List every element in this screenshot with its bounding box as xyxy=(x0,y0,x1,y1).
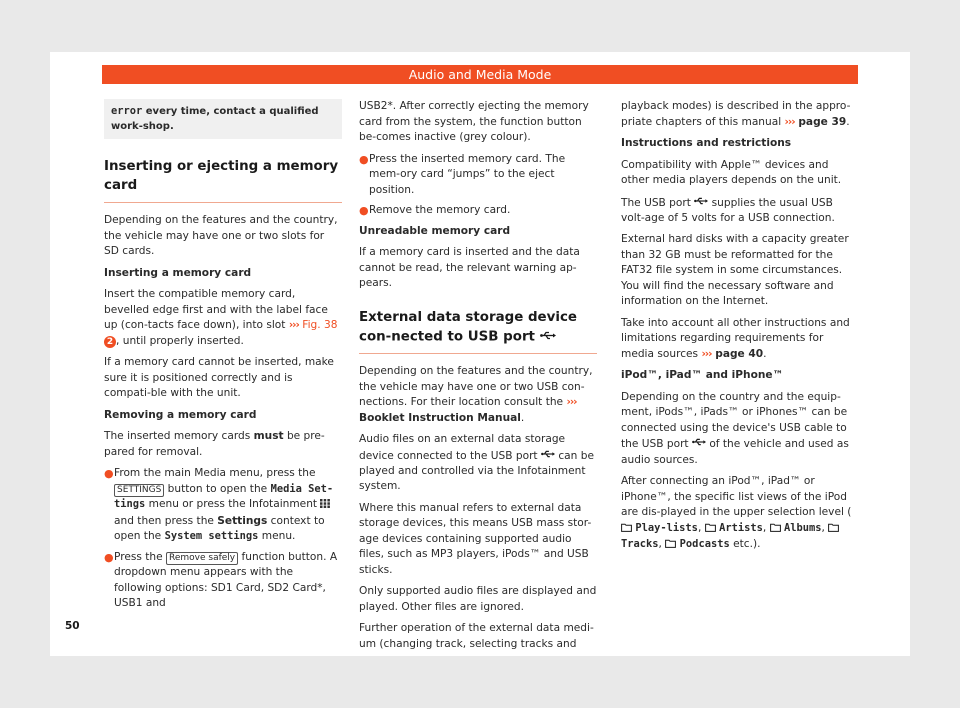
instr-text: supplies the usual USB volt-age of 5 volts for a USB connection. xyxy=(621,196,835,224)
section-title-text: External data storage device con-nected to USB port xyxy=(359,309,577,344)
continued-paragraph xyxy=(621,99,859,130)
chevron-ref-icon: ››› xyxy=(288,319,299,331)
bullet-dot-icon: ● xyxy=(104,550,114,564)
bullet-text: function button. A dropdown menu appears with the following options: SD1 Card, SD2 Card*, USB1 and xyxy=(114,550,338,609)
usb-paragraph-4: Only supported audio files are displayed and played. Other files are ignored. xyxy=(359,585,597,613)
instr-paragraph-2 xyxy=(621,195,859,227)
chevron-ref-icon: ››› xyxy=(566,396,577,408)
remove-safely-button-label: Remove safely xyxy=(166,552,238,565)
column-1 xyxy=(104,99,342,617)
bullet-press-card xyxy=(359,152,597,199)
bullet-text: button to open the xyxy=(164,482,271,495)
bullet-text: Press the xyxy=(114,550,167,563)
system-settings-menu: System settings xyxy=(164,530,259,542)
insert-paragraph xyxy=(104,287,342,349)
continued-paragraph: USB2*. After correctly ejecting the memory card from the system, the function button be-comes inactive (grey colour). xyxy=(359,100,589,143)
unreadable-heading: Unreadable memory card xyxy=(359,224,511,237)
folder-albums: Albums xyxy=(783,521,822,534)
ipod-text: Depending on the country and the equip-ment, iPods™, iPads™ or iPhones™ can be connected using the device's USB cable to the USB port xyxy=(621,390,848,450)
instructions-heading: Instructions and restrictions xyxy=(621,137,792,149)
usb-paragraph-5: Further operation of the external data medi-um (changing track, selecting tracks and xyxy=(359,622,594,650)
instr-paragraph-4 xyxy=(621,316,859,363)
instr-paragraph-1: Compatibility with Apple™ devices and other media players depends on the unit. xyxy=(621,158,842,186)
insert-text-end: , until properly inserted. xyxy=(116,334,244,347)
remove-heading: Removing a memory card xyxy=(104,408,257,421)
bullet-text: context to open the xyxy=(114,514,325,542)
usb-icon xyxy=(692,436,706,452)
folder-tracks: Tracks xyxy=(621,538,659,550)
folder-icon xyxy=(705,522,716,538)
folder-icon xyxy=(621,522,632,538)
folder-podcasts: Podcasts xyxy=(679,538,730,550)
folder-artists: Artists xyxy=(719,521,763,534)
ipod-paragraph-1 xyxy=(621,390,859,468)
instr-text: Take into account all other instructions and limitations regarding requirements for media sources xyxy=(621,316,850,360)
usb-text: Depending on the features and the country, the vehicle may have one or two USB con-nections. For their location consult the xyxy=(359,365,593,408)
cannot-insert-paragraph: If a memory card cannot be inserted, make sure it is positioned correctly and is compati-ble with the unit. xyxy=(104,356,334,399)
usb-icon xyxy=(694,195,708,211)
remove-must: must xyxy=(253,430,284,442)
bullet-dot-icon: ● xyxy=(104,467,114,480)
instr-paragraph-3: External hard disks with a capacity greater than 32 GB must be reformatted for the FAT32 file system in some circumstances. You will find the necessary software and information on the Internet. xyxy=(621,233,849,308)
ipod-text: After connecting an iPod™, iPad™ or iPhone™, the specific list views of the iPod are dis-played in the upper selection level ( xyxy=(621,475,852,518)
intro-paragraph: Depending on the features and the country, the vehicle may have one or two slots for SD cards. xyxy=(104,214,338,257)
usb-text: Audio files on an external data storage device connected to the USB port xyxy=(359,433,566,462)
media-settings-menu: Media Set-tings xyxy=(114,482,334,510)
separator: , xyxy=(821,521,829,534)
settings-button-label: SETTINGS xyxy=(114,484,164,497)
usb-text: can be played and controlled via the Infotainment system. xyxy=(359,449,594,493)
usb-paragraph-2 xyxy=(359,432,597,495)
column-3 xyxy=(621,99,859,560)
page-number: 50 xyxy=(65,620,80,632)
section-title-memory-card: Inserting or ejecting a memory card xyxy=(104,157,342,203)
cont-text: playback modes) is described in the appro-priate chapters of this manual xyxy=(621,100,851,128)
folder-icon xyxy=(770,522,781,538)
unreadable-paragraph: If a memory card is inserted and the data cannot be read, the relevant warning ap-pears. xyxy=(359,246,580,289)
remove-text-end: be pre-pared for removal. xyxy=(104,430,325,458)
chevron-ref-icon: ››› xyxy=(701,347,712,360)
remove-text: The inserted memory cards xyxy=(104,430,254,442)
bullet-text: Press the inserted memory card. The mem-ory card “jumps” to the eject position. xyxy=(369,152,566,196)
page-40-link[interactable]: page 40 xyxy=(711,347,764,360)
column-2 xyxy=(359,99,597,658)
bullet-settings xyxy=(104,466,342,545)
ipod-text: etc.). xyxy=(729,538,761,550)
instr-text: . xyxy=(763,347,767,360)
ipod-heading: iPod™, iPad™ and iPhone™ xyxy=(621,369,784,382)
usb-paragraph-3: Where this manual refers to external data storage devices, this means USB mass stor-age devices containing supported audio files, such as MP3 players, iPods™ and USB sticks. xyxy=(359,501,592,576)
separator: , xyxy=(762,521,770,534)
instr-text: The USB port xyxy=(621,196,695,209)
figure-link[interactable]: Fig. 38 xyxy=(298,319,338,331)
page-39-link[interactable]: page 39 xyxy=(794,115,847,128)
chevron-ref-icon: ››› xyxy=(784,115,795,128)
usb-icon xyxy=(540,327,556,346)
remove-paragraph xyxy=(104,429,342,460)
menu-grid-icon xyxy=(320,498,330,514)
note-text: every time, contact a qualified work-shop. xyxy=(111,106,319,132)
note-box xyxy=(104,99,342,139)
bullet-text: and then press the xyxy=(114,514,218,527)
section-title-usb xyxy=(359,308,597,355)
booklet-link[interactable]: Booklet Instruction Manual xyxy=(359,411,521,424)
bullet-dot-icon: ● xyxy=(359,204,369,217)
bullet-dot-icon: ● xyxy=(359,152,369,166)
bullet-text: Remove the memory card. xyxy=(369,204,511,216)
folder-icon xyxy=(665,538,676,554)
insert-text: Insert the compatible memory card, bevelled edge first and with the label face up (con-tacts face down), into slot xyxy=(104,288,328,331)
page-header: Audio and Media Mode xyxy=(102,65,858,84)
manual-page xyxy=(50,52,910,656)
bullet-text: menu. xyxy=(258,530,296,542)
bullet-text: menu or press the Infotainment xyxy=(145,498,321,510)
settings-context: Settings xyxy=(217,514,268,527)
folder-playlists: Play-lists xyxy=(635,521,698,534)
usb-text: . xyxy=(520,411,525,424)
ipod-paragraph-2 xyxy=(621,474,859,554)
bullet-text: From the main Media menu, press the xyxy=(114,467,316,479)
note-code: error xyxy=(111,105,143,117)
cont-text: . xyxy=(846,115,850,128)
folder-icon xyxy=(828,522,839,538)
bullet-remove-card xyxy=(359,203,597,219)
insert-heading: Inserting a memory card xyxy=(104,266,252,279)
separator: , xyxy=(697,521,705,534)
slot-number-badge: 2 xyxy=(104,336,116,348)
usb-icon xyxy=(541,448,555,464)
separator: , xyxy=(658,538,666,550)
usb-paragraph-1 xyxy=(359,364,597,426)
ipod-text: of the vehicle and used as audio sources. xyxy=(621,438,849,466)
bullet-remove-safely xyxy=(104,550,342,612)
